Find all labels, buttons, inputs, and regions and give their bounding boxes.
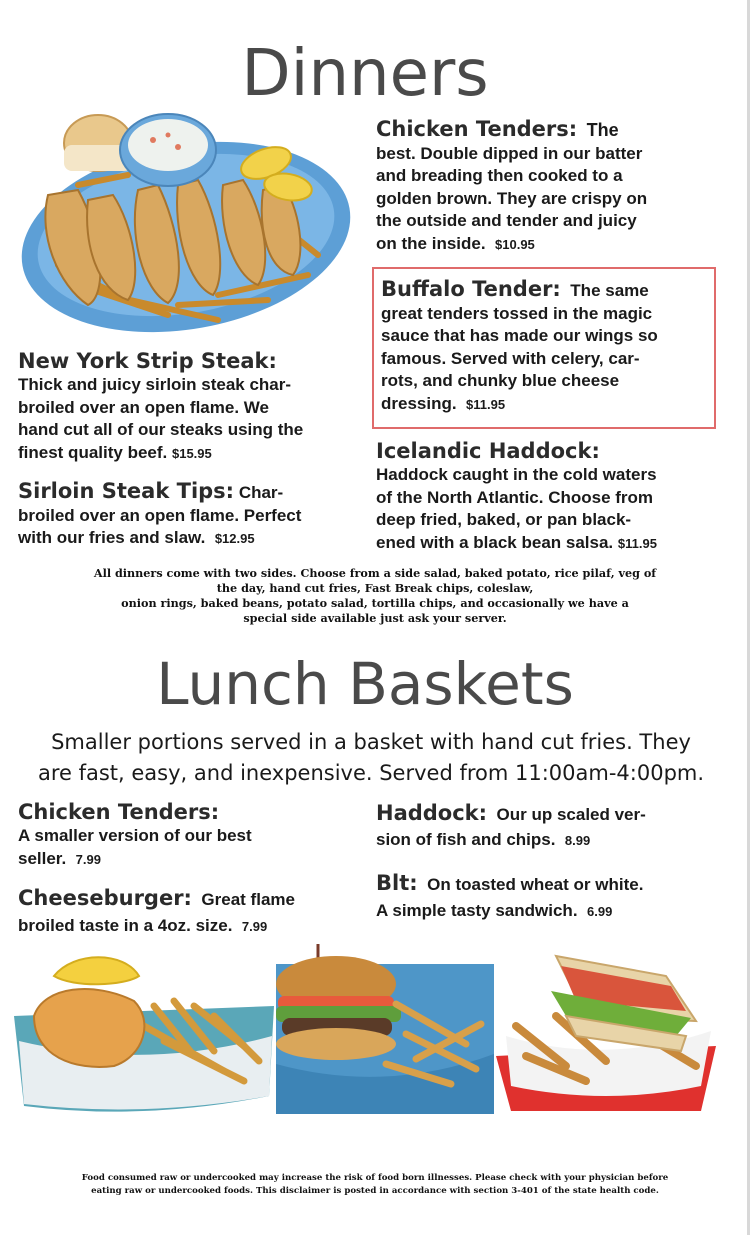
desc-line: Char-	[238, 483, 284, 502]
desc-line: the outside and tender and juicy	[376, 211, 637, 231]
desc-line: seller.	[18, 848, 67, 868]
item-name: Blt:	[376, 871, 418, 895]
desc-line: A simple tasty sandwich.	[376, 900, 578, 920]
desc-line: dressing.	[381, 393, 457, 413]
desc-line: best. Double dipped in our batter	[376, 143, 643, 163]
notice-line: All dinners come with two sides. Choose from a side salad, baked potato, rice pilaf, veg of	[93, 566, 657, 580]
lunch-chicken-tenders	[18, 799, 363, 871]
disclaimer-line: eating raw or undercooked foods. This disclaimer is posted in accordance with section 3-401 of the state health code.	[91, 1186, 659, 1196]
lunch-blt	[376, 872, 721, 923]
blt-basket-photo	[496, 946, 716, 1116]
item-name: New York Strip Steak:	[18, 349, 277, 373]
price: $12.95	[214, 531, 255, 547]
desc-line: broiled over an open flame. Perfect	[18, 505, 302, 525]
desc-line: Haddock caught in the cold waters	[376, 465, 657, 484]
item-name: Icelandic Haddock:	[376, 439, 600, 463]
desc-line: The	[586, 120, 619, 140]
desc-line: deep fried, baked, or pan black-	[376, 510, 632, 530]
price: $11.95	[617, 535, 657, 551]
desc-line: A smaller version of our best	[18, 826, 252, 845]
desc-line: Our up scaled ver-	[496, 805, 646, 824]
price: $11.95	[466, 396, 506, 412]
price: 7.99	[75, 851, 101, 867]
haddock-basket-photo	[14, 946, 274, 1116]
desc-line: Thick and juicy sirloin steak char-	[18, 375, 292, 394]
desc-line: The same	[570, 281, 649, 300]
lunch-cheeseburger	[18, 887, 363, 938]
item-name: Cheeseburger:	[18, 886, 192, 910]
disclaimer-line: Food consumed raw or undercooked may increase the risk of food born illnesses. Please check with your physician before	[81, 1173, 669, 1183]
price: $10.95	[495, 236, 535, 252]
item-name: Chicken Tenders:	[18, 800, 220, 824]
desc-line: hand cut all of our steaks using the	[18, 420, 304, 440]
item-name: Sirloin Steak Tips:	[18, 479, 235, 503]
desc-line: on the inside.	[376, 233, 486, 253]
sides-notice	[10, 566, 740, 626]
price: $15.95	[171, 445, 212, 461]
dinners-title: Dinners	[241, 37, 489, 111]
dinner-ny-strip-steak	[18, 348, 363, 465]
chicken-tenders-plate-photo	[18, 105, 358, 345]
desc-line: sauce that has made our wings so	[381, 326, 658, 346]
intro-line: Smaller portions served in a basket with hand cut fries. They	[51, 730, 691, 754]
desc-line: ened with a black bean salsa.	[376, 532, 614, 552]
health-disclaimer	[14, 1172, 736, 1198]
lunch-haddock	[376, 802, 721, 852]
price: 6.99	[587, 903, 613, 919]
item-name: Buffalo Tender:	[381, 277, 561, 301]
desc-line: finest quality beef.	[18, 442, 168, 462]
item-name: Haddock:	[376, 801, 488, 825]
desc-line: sion of fish and chips.	[376, 829, 556, 849]
dinner-sirloin-steak-tips	[18, 480, 363, 551]
price: 7.99	[241, 918, 268, 934]
desc-line: golden brown. They are crispy on	[376, 188, 648, 208]
desc-line: and breading then cooked to a	[376, 166, 623, 186]
desc-line: great tenders tossed in the magic	[381, 303, 653, 323]
desc-line: On toasted wheat or white.	[427, 875, 644, 894]
intro-line: are fast, easy, and inexpensive. Served from 11:00am-4:00pm.	[37, 761, 705, 785]
notice-line: onion rings, baked beans, potato salad, tortilla chips, and occasionally we have a	[121, 596, 629, 610]
dinner-buffalo-tender	[381, 278, 711, 417]
lunch-baskets-title: Lunch Baskets	[156, 650, 574, 718]
desc-line: broiled taste in a 4oz. size.	[18, 915, 233, 935]
dinner-icelandic-haddock	[376, 438, 721, 555]
price: 8.99	[564, 832, 591, 848]
desc-line: Great flame	[201, 890, 295, 909]
item-name: Chicken Tenders:	[376, 117, 578, 141]
lunch-intro	[6, 727, 736, 789]
desc-line: of the North Atlantic. Choose from	[376, 487, 654, 507]
dinner-chicken-tenders	[376, 118, 716, 257]
notice-line: the day, hand cut fries, Fast Break chips, coleslaw,	[216, 581, 534, 595]
notice-line: special side available just ask your server.	[243, 611, 507, 625]
desc-line: rots, and chunky blue cheese	[381, 371, 620, 391]
cheeseburger-basket-photo	[276, 944, 494, 1114]
desc-line: broiled over an open flame. We	[18, 397, 269, 417]
desc-line: famous. Served with celery, car-	[381, 348, 640, 368]
desc-line: with our fries and slaw.	[18, 528, 206, 548]
